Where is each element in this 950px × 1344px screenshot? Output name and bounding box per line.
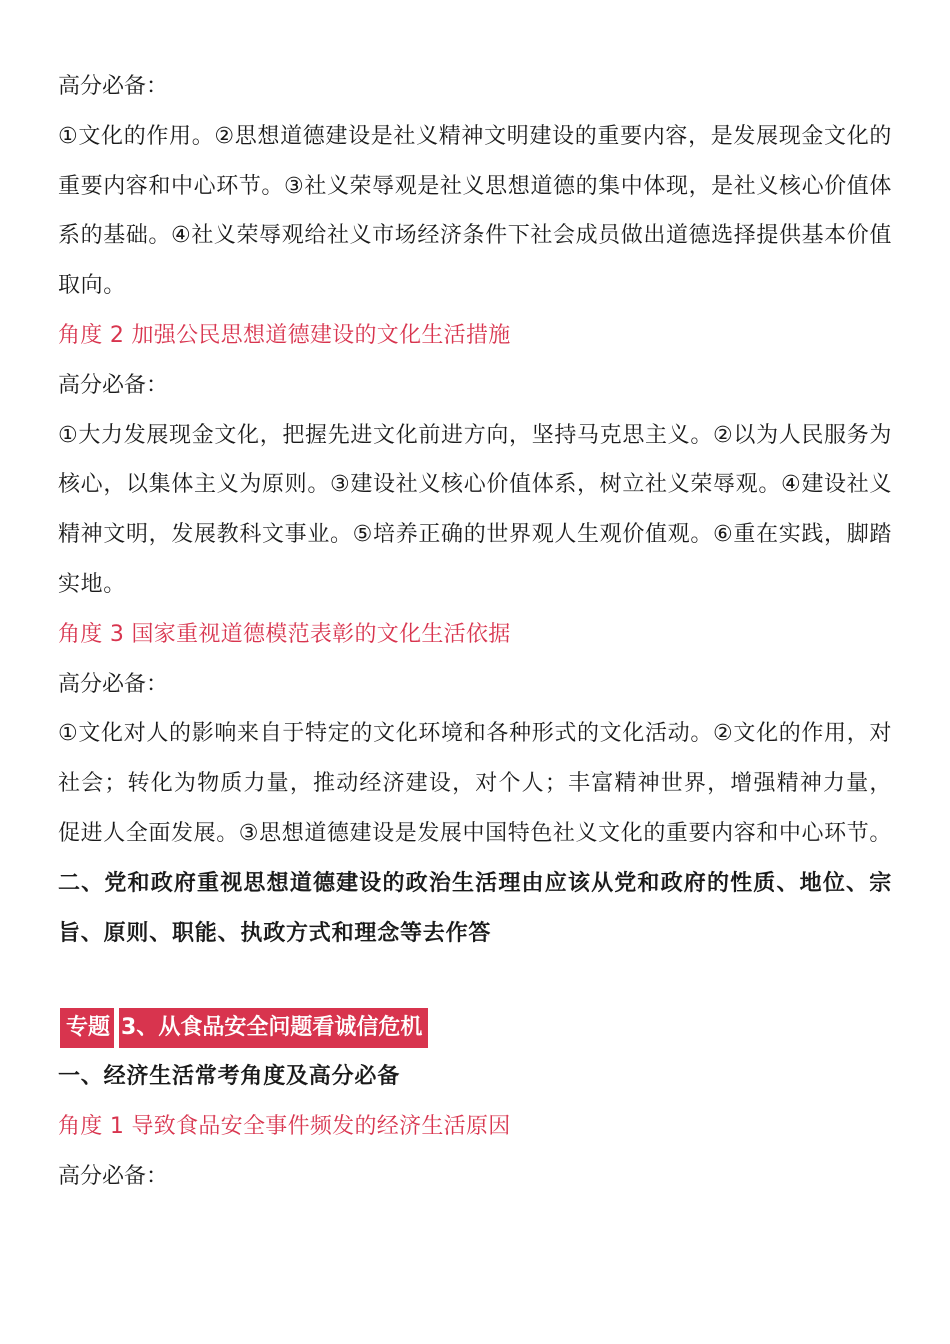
- angle-3-heading: 角度 3 国家重视道德模范表彰的文化生活依据: [58, 621, 511, 647]
- high-score-label: 高分必备：: [58, 1163, 169, 1189]
- paragraph-measures: ①大力发展现金文化，把握先进文化前进方向，坚持马克思主义。②以为人民服务为核心，以集体主义为原则。③建设社义核心价值体系，树立社义荣辱观。④建设社义精神文明，发展教科文事业。⑤培养正确的世界观人生观价值观。⑥重在实践，脚踏实地。: [58, 422, 892, 597]
- topic-title: 3、从食品安全问题看诚信危机: [119, 1008, 428, 1048]
- paragraph-basis: ①文化对人的影响来自于特定的文化环境和各种形式的文化活动。②文化的作用，对社会；转化为物质力量，推动经济建设，对个人；丰富精神世界，增强精神力量，促进人全面发展。③思想道德建设是发展中国特色社义文化的重要内容和中心环节。: [58, 721, 892, 846]
- spacer: [58, 958, 892, 1008]
- high-score-label: 高分必备：: [58, 671, 169, 697]
- high-score-label: 高分必备：: [58, 74, 169, 99]
- angle-1-heading: 角度 1 导致食品安全事件频发的经济生活原因: [58, 1114, 511, 1140]
- paragraph-culture-role: ①文化的作用。②思想道德建设是社义精神文明建设的重要内容，是发展现金文化的重要内容和中心环节。③社义荣辱观是社义思想道德的集中体现，是社义核心价值体系的基础。④社义荣辱观给社义市场经济条件下社会成员做出道德选择提供基本价值取向。: [58, 123, 892, 299]
- section-2-heading: 二、党和政府重视思想道德建设的政治生活理由应该从党和政府的性质、地位、宗旨、原则、职能、执政方式和理念等去作答: [58, 870, 892, 946]
- topic-3-banner: [58, 1008, 892, 1048]
- angle-2-heading: 角度 2 加强公民思想道德建设的文化生活措施: [58, 322, 511, 348]
- section-1-heading: 一、经济生活常考角度及高分必备: [58, 1064, 401, 1090]
- topic-tag: 专题: [60, 1008, 114, 1048]
- high-score-label: 高分必备：: [58, 372, 169, 398]
